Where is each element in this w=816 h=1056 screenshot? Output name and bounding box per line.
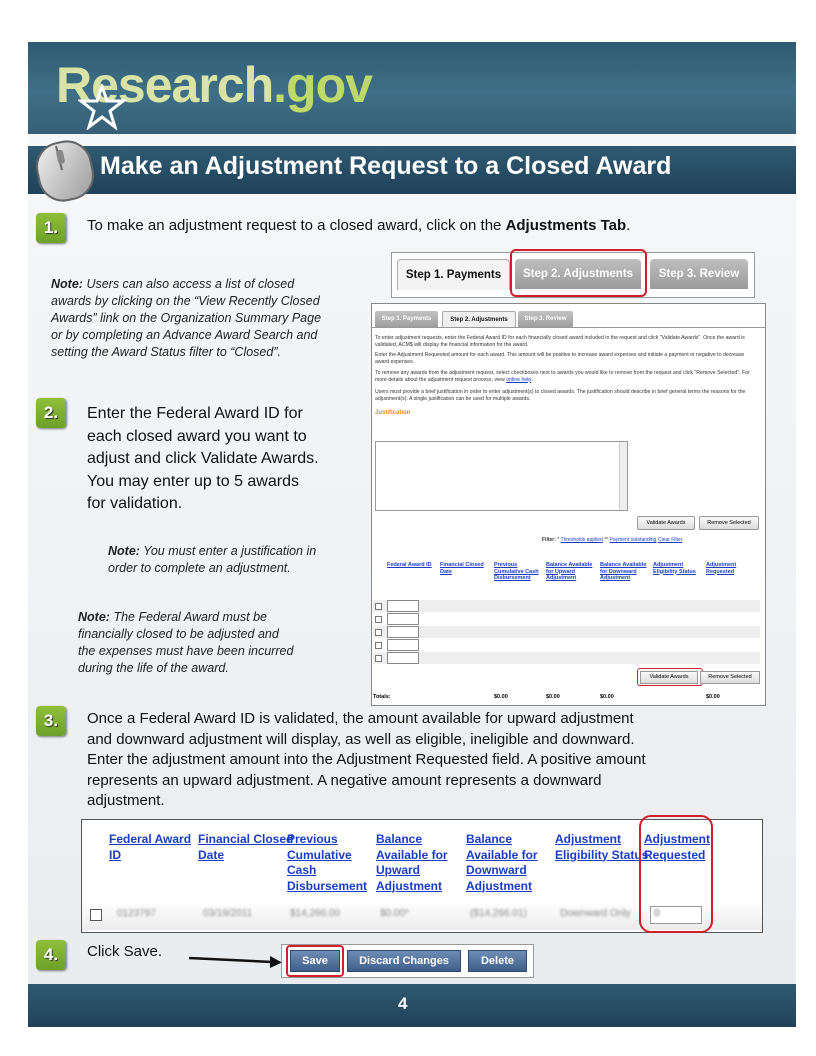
tab-payments[interactable]: Step 1. Payments — [397, 259, 510, 290]
mini-col-previous-cumulative[interactable]: Previous Cumulative Cash Disbursement — [494, 562, 539, 581]
grid-cell-balance-upward: $0.00* — [380, 908, 409, 919]
discard-changes-button[interactable]: Discard Changes — [347, 950, 461, 972]
mini-award-id-input[interactable] — [387, 613, 419, 625]
mini-tab-divider — [372, 327, 765, 328]
mini-col-eligibility-status[interactable]: Adjustment Eligibility Status — [653, 562, 696, 575]
mini-paragraph-2: Enter the Adjustment Requested amount for each award. This amount will be positive to increase award expenses and initiate a payment or negative to decrease award expenses. — [375, 352, 745, 365]
mini-paragraph-3: To remove any awards from the adjustment request, select checkboxes next to awards you would like to remove from the request and click "Remove Selected". For more details about the adjustment request process, view online help. — [375, 370, 750, 383]
mini-row-checkbox[interactable] — [375, 642, 382, 649]
mini-award-row — [373, 626, 760, 638]
step-1-badge: 1. — [36, 213, 66, 243]
grid-col-financial-closed-date[interactable]: Financial Closed Date — [198, 832, 294, 862]
mini-textarea-scrollbar[interactable] — [619, 442, 627, 510]
mini-payment-outstanding-link[interactable]: Payment outstanding — [609, 537, 657, 543]
mini-col-adjustment-requested[interactable]: Adjustment Requested — [706, 562, 737, 575]
mini-col-federal-award-id[interactable]: Federal Award ID — [387, 562, 432, 568]
step-4-text: Click Save. — [87, 943, 163, 960]
adjustments-tab-highlight — [510, 249, 647, 297]
mini-row-checkbox[interactable] — [375, 655, 382, 662]
mini-award-id-input[interactable] — [387, 600, 419, 612]
grid-col-previous-cumulative[interactable]: Previous Cumulative Cash Disbursement — [287, 832, 368, 893]
mini-paragraph-4: Users must provide a brief justification in order to enter adjustment(s) to closed awards. The justification should describe in brief general terms the reasons for the adjustment(s). A single justification can be used for multiple awards. — [375, 389, 746, 402]
mini-total-value: $0.00 — [546, 694, 560, 700]
delete-button[interactable]: Delete — [468, 950, 527, 972]
mini-tab-review[interactable]: Step 3. Review — [518, 311, 573, 327]
page-title: Make an Adjustment Request to a Closed Award — [100, 152, 672, 180]
grid-col-balance-upward[interactable]: Balance Available for Upward Adjustment — [376, 832, 448, 893]
note-closed-awards: Note: Users can also access a list of closed awards by clicking on the “View Recently Closed Awards” link on the Organization Summary Page or by completing an Advance Award Search and setting the Award Status filter to “Closed”. — [51, 277, 322, 359]
mini-total-value: $0.00 — [600, 694, 614, 700]
mini-filter-row: Filter: * Thresholds applied ** Payment outstanding Clear Filter — [542, 537, 683, 543]
mini-total-value: $0.00 — [706, 694, 720, 700]
grid-col-adjustment-requested[interactable]: Adjustment Requested — [644, 832, 710, 862]
step-3-text: Once a Federal Award ID is validated, the amount available for upward adjustment and downward adjustment will display, as well as eligible, ineligible and downward. Enter the adjustment amount into the Adjustment Requested field. A positive amount represents an upward adjustment. A negative amount represents a downward adjustment. — [87, 710, 646, 809]
mini-award-row — [373, 600, 760, 612]
mini-thresholds-link[interactable]: Thresholds applied — [560, 537, 603, 543]
grid-cell-award-id: 0123797 — [117, 908, 156, 919]
footer-bar — [28, 984, 796, 1027]
mini-row-checkbox[interactable] — [375, 629, 382, 636]
mini-award-row — [373, 639, 760, 651]
star-icon — [78, 84, 126, 130]
grid-cell-balance-downward: ($14,266.01) — [470, 908, 527, 919]
step-4-badge: 4. — [36, 940, 66, 970]
page-number: 4 — [398, 994, 408, 1013]
mini-col-financial-closed-date[interactable]: Financial Closed Date — [440, 562, 484, 575]
mini-award-row — [373, 652, 760, 664]
mini-justification-textarea[interactable] — [375, 441, 628, 511]
save-button-highlight — [286, 945, 344, 977]
mini-remove-selected-button[interactable]: Remove Selected — [699, 516, 759, 530]
grid-col-federal-award-id[interactable]: Federal Award ID — [109, 832, 192, 862]
mini-online-help-link[interactable]: online help — [506, 376, 532, 383]
mini-justification-label: Justification — [375, 410, 411, 416]
grid-cell-adjustment-requested: 0 — [654, 908, 660, 919]
grid-cell-eligibility-status: Downward Only — [560, 908, 631, 919]
mini-row-checkbox[interactable] — [375, 616, 382, 623]
mini-total-value: $0.00 — [494, 694, 508, 700]
mini-totals-label: Totals: — [373, 694, 391, 700]
mini-tab-payments[interactable]: Step 1. Payments — [375, 311, 438, 327]
mini-award-id-input[interactable] — [387, 639, 419, 651]
mini-col-balance-upward[interactable]: Balance Available for Upward Adjustment — [546, 562, 593, 581]
mini-award-id-input[interactable] — [387, 626, 419, 638]
grid-row-checkbox[interactable] — [90, 909, 102, 921]
mini-award-row — [373, 613, 760, 625]
mini-col-balance-downward[interactable]: Balance Available for Downward Adjustment — [600, 562, 647, 581]
note-justification: Note: You must enter a justification in order to complete an adjustment. — [108, 544, 317, 575]
step-2-badge: 2. — [36, 398, 66, 428]
tab-adjustments[interactable]: Step 2. Adjustments — [515, 259, 641, 289]
mini-paragraph-1: To enter adjustment requests, enter the Federal Award ID for each financially closed award included in the request and click "Validate Awards". Once the award is validated, ACM$ will display the financial information for the award. — [375, 335, 745, 348]
computer-mouse-icon — [32, 136, 98, 204]
step-2-text: Enter the Federal Award ID for each closed award you want to adjust and click Validate Awards. You may enter up to 5 awards for validation. — [87, 405, 319, 512]
mini-tab-adjustments[interactable]: Step 2. Adjustments — [442, 311, 516, 328]
adjustment-requested-highlight — [639, 815, 713, 933]
grid-cell-closed-date: 03/19/2011 — [203, 908, 253, 919]
mini-remove-selected-bottom-button[interactable]: Remove Selected — [700, 671, 760, 684]
grid-cell-previous-cumulative: $14,266.00 — [290, 908, 341, 919]
mini-validate-awards-button[interactable]: Validate Awards — [637, 516, 695, 530]
mini-clear-filter-link[interactable]: Clear Filter — [657, 537, 683, 543]
logo-suffix: .gov — [273, 57, 372, 113]
save-button[interactable]: Save — [290, 950, 340, 972]
note-financially-closed: Note: The Federal Award must be financially closed to be adjusted and the expenses must have been incurred during the life of the award. — [78, 610, 294, 675]
mini-row-checkbox[interactable] — [375, 603, 382, 610]
grid-col-balance-downward[interactable]: Balance Available for Downward Adjustment — [466, 832, 538, 893]
step-1-text: To make an adjustment request to a closed award, click on the Adjustments Tab. — [87, 217, 631, 234]
grid-col-eligibility-status[interactable]: Adjustment Eligibility Status — [555, 832, 649, 862]
mini-award-id-input[interactable] — [387, 652, 419, 664]
logo-prefix: Research — [56, 57, 274, 113]
tab-review[interactable]: Step 3. Review — [650, 259, 748, 289]
step-3-badge: 3. — [36, 706, 66, 736]
mini-validate-awards-bottom-button[interactable]: Validate Awards — [640, 671, 698, 684]
arrow-right-icon — [188, 953, 284, 969]
